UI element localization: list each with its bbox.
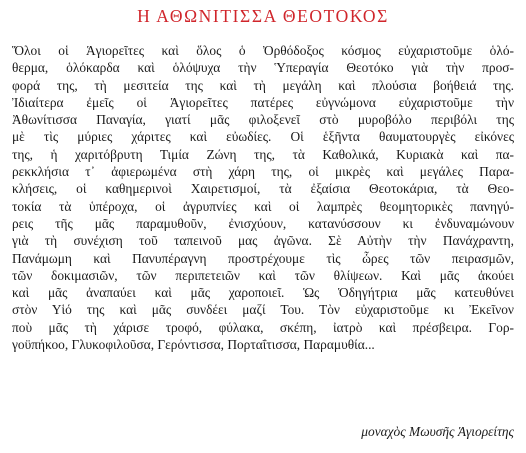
text-line: Ἀθωνίτισσα Παναγία, γιατί μᾶς φιλοξενεῖ στὸ μυροβόλο περιβόλι της bbox=[12, 112, 514, 128]
text-line: στὸν Υἱό της καὶ μᾶς συνδέει μαζί Του. Τὸν εὐχαριστοῦμε κι Ἐκεῖνον bbox=[12, 302, 514, 318]
text-line: φορά της, τὴ μεσιτεία της καὶ τὴ μεγάλη καὶ πλούσια βοήθειά της. bbox=[12, 77, 514, 93]
text-line: θερμα, ὁλόκαρδα καὶ ὁλόψυχα τὴν Ὑπεραγία Θεοτόκο γιὰ τὴν προσ- bbox=[12, 60, 514, 76]
text-line: γιὰ τὴ συνέχιση τοῦ ταπεινοῦ μας ἀγῶνα. Σὲ Αὐτὴν τὴν Πανάχραντη, bbox=[12, 233, 514, 249]
text-line: ρεις τῆς μᾶς παραμυθοῦν, ἐνισχύουν, κατανύσσουν κι ἐνδυναμώνουν bbox=[12, 215, 514, 231]
text-line: ρεκκλήσια τ᾽ ἀφιερωμένα στὴ χάρη της, οἱ μικρὲς καὶ μεγάλες Παρα- bbox=[12, 164, 514, 180]
page-title: Η ΑΘΩΝΙΤΙΣΣΑ ΘΕΟΤΟΚΟΣ bbox=[137, 6, 389, 26]
text-line: Ἰδιαίτερα ἐμεῖς οἱ Ἁγιορεῖτες πατέρες εὐγνώμονα εὐχαριστοῦμε τὴν bbox=[12, 94, 514, 110]
text-line: καὶ μᾶς ἀναπαύει καὶ μᾶς χαροποιεῖ. Ὡς Ὁδηγήτρια μᾶς κατευθύνει bbox=[12, 285, 514, 301]
text-line: κλήσεις, οἱ καθημερινοὶ Χαιρετισμοί, τὰ ἐξαίσια Θεοτοκάρια, τὰ Θεο- bbox=[12, 181, 514, 197]
text-line: γοϋπήκοο, Γλυκοφιλοῦσα, Γερόντισσα, Πορταΐτισσα, Παραμυθία... bbox=[12, 337, 375, 353]
text-line: Πανάμωμη καὶ Πανυπέραγνη προστρέχουμε τὶς ὧρες τῶν πειρασμῶν, bbox=[12, 250, 514, 266]
text-line: της, ἡ χαριτόβρυτη Τιμία Ζώνη της, τὰ Καθολικά, Κυριακὰ καὶ πα- bbox=[12, 146, 514, 162]
text-line: ποὺ μᾶς τὴ χάρισε τροφό, φύλακα, σκέπη, ἰατρὸ καὶ πρέσβειρα. Γορ- bbox=[12, 319, 514, 335]
article-body bbox=[12, 42, 514, 353]
text-line: τῶν δοκιμασιῶν, τῶν περιπετειῶν καὶ τῶν θλίψεων. Καὶ μᾶς ἀκούει bbox=[12, 267, 514, 283]
text-line: Ὅλοι οἱ Ἁγιορεῖτες καὶ ὅλος ὁ Ὀρθόδοξος κόσμος εὐχαριστοῦμε ὁλό- bbox=[12, 43, 514, 58]
author-signature: μοναχὸς Μωυσῆς Ἁγιορείτης bbox=[361, 424, 514, 439]
text-line: μὲ τὶς μύριες χάριτες καὶ εὐωδίες. Οἱ ἑξῆντα θαυματουργὲς εἰκόνες bbox=[12, 129, 514, 145]
text-line: τοκία τὰ ὑπέροχα, οἱ ἀγρυπνίες καὶ οἱ λαμπρὲς θεομητορικὲς πανηγύ- bbox=[12, 198, 514, 214]
